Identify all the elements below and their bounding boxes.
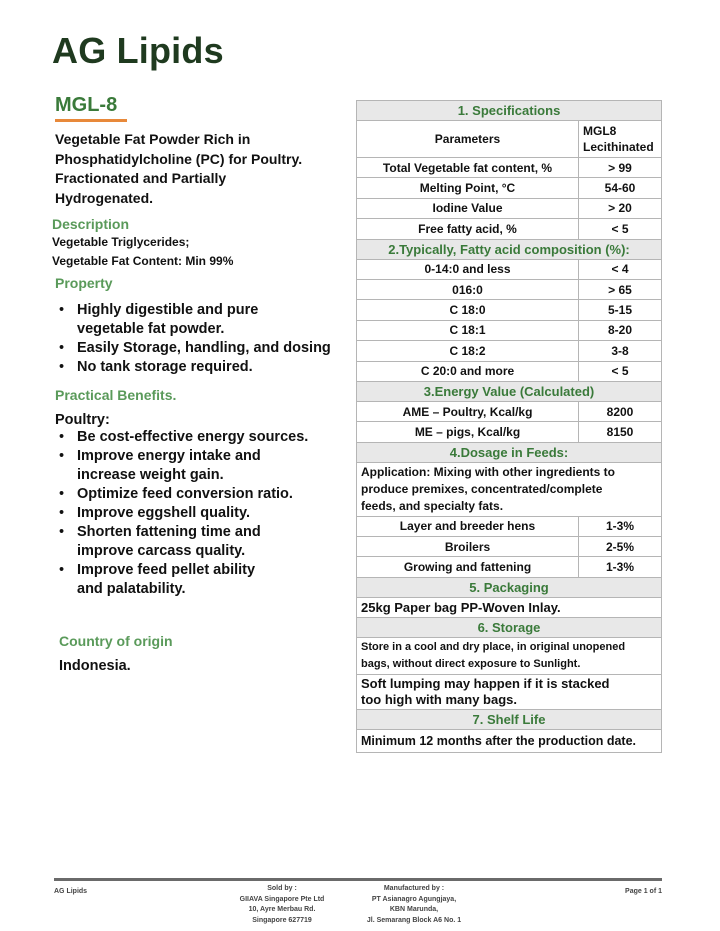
table-row: AME – Poultry, Kcal/kg 8200 xyxy=(357,401,662,421)
list-item: • Shorten fattening time and improve carcass quality. xyxy=(55,523,350,561)
specification-table xyxy=(356,100,662,753)
table-row: Total Vegetable fat content, % > 99 xyxy=(357,158,662,178)
list-item: • Easily Storage, handling, and dosing xyxy=(55,339,350,358)
benefits-subtitle: Poultry: xyxy=(55,412,110,428)
list-item: • Improve feed pellet ability and palatability. xyxy=(55,561,350,599)
table-row: C 18:1 8-20 xyxy=(357,320,662,340)
table-row: Growing and fattening 1-3% xyxy=(357,557,662,577)
list-item: • Improve eggshell quality. xyxy=(55,504,350,523)
product-info-column xyxy=(52,94,350,674)
footer-divider xyxy=(54,878,662,881)
list-item: • No tank storage required. xyxy=(55,358,350,377)
storage-row: Store in a cool and dry place, in original unopened bags, without direct exposure to Sunlight. xyxy=(357,638,662,675)
table-row: Melting Point, °C 54-60 xyxy=(357,178,662,198)
brand-title: AG Lipids xyxy=(52,30,224,71)
section-header: 4.Dosage in Feeds: xyxy=(357,442,662,462)
section-header: 2.Typically, Fatty acid composition (%): xyxy=(357,239,662,259)
tagline-line: Hydrogenated. xyxy=(55,189,154,206)
list-item: • Optimize feed conversion ratio. xyxy=(55,485,350,504)
property-heading: Property xyxy=(55,275,113,291)
table-header-row xyxy=(357,121,662,158)
footer-brand: AG Lipids xyxy=(54,888,88,895)
table-row: ME – pigs, Kcal/kg 8150 xyxy=(357,422,662,442)
footer-page-number: Page 1 of 1 xyxy=(625,888,662,895)
footer-manufacturer: Manufactured by : PT Asianagro Agungjaya, KBN Marunda, Jl. Semarang Block A6 No. 1 xyxy=(366,885,462,924)
lumping-row: Soft lumping may happen if it is stacked too high with many bags. xyxy=(357,675,662,710)
list-item: • Improve energy intake and increase weight gain. xyxy=(55,447,350,485)
description-line: Vegetable Fat Content: Min 99% xyxy=(52,254,234,268)
packaging-row: 25kg Paper bag PP-Woven Inlay. xyxy=(357,597,662,617)
footer-sold-by: Sold by : GIIAVA Singapore Pte Ltd 10, Ayre Merbau Rd. Singapore 627719 xyxy=(239,885,325,924)
shelf-life-row: Minimum 12 months after the production date. xyxy=(357,730,662,753)
table-row: C 18:0 5-15 xyxy=(357,300,662,320)
description-line: Vegetable Triglycerides; xyxy=(52,235,190,249)
product-code-underline xyxy=(55,119,127,122)
table-row: C 20:0 and more < 5 xyxy=(357,361,662,381)
origin-value: Indonesia. xyxy=(59,658,131,674)
table-row: Broilers 2-5% xyxy=(357,537,662,557)
tagline-line: Vegetable Fat Powder Rich in xyxy=(55,131,251,147)
origin-heading: Country of origin xyxy=(59,633,173,649)
table-row: Iodine Value > 20 xyxy=(357,198,662,218)
table-row: Free fatty acid, % < 5 xyxy=(357,219,662,239)
property-list xyxy=(55,301,350,377)
benefits-list xyxy=(55,428,350,599)
product-code: MGL-8 xyxy=(55,94,118,116)
list-item: • Highly digestible and pure vegetable fat powder. xyxy=(55,301,350,339)
product-tagline xyxy=(55,130,350,208)
param-header: Parameters xyxy=(357,121,579,158)
description-body xyxy=(52,233,350,271)
table-row: Layer and breeder hens 1-3% xyxy=(357,516,662,536)
section-header: 5. Packaging xyxy=(357,577,662,597)
section-header: 1. Specifications xyxy=(357,101,662,121)
list-item: • Be cost-effective energy sources. xyxy=(55,428,350,447)
table-row: 016:0 > 65 xyxy=(357,279,662,299)
section-header: 7. Shelf Life xyxy=(357,710,662,730)
table-row: C 18:2 3-8 xyxy=(357,341,662,361)
section-header: 6. Storage xyxy=(357,618,662,638)
tagline-line: Fractionated and Partially xyxy=(55,170,227,186)
value-header: MGL8 Lecithinated xyxy=(579,121,662,158)
benefits-heading: Practical Benefits. xyxy=(55,387,177,403)
tagline-line: Phosphatidylcholine (PC) for Poultry. xyxy=(55,150,303,167)
description-heading: Description xyxy=(52,216,130,232)
table-row: 0-14:0 and less < 4 xyxy=(357,259,662,279)
section-header: 3.Energy Value (Calculated) xyxy=(357,381,662,401)
application-row: Application: Mixing with other ingredients to produce premixes, concentrated/complete feeds, and specialty fats. xyxy=(357,462,662,516)
